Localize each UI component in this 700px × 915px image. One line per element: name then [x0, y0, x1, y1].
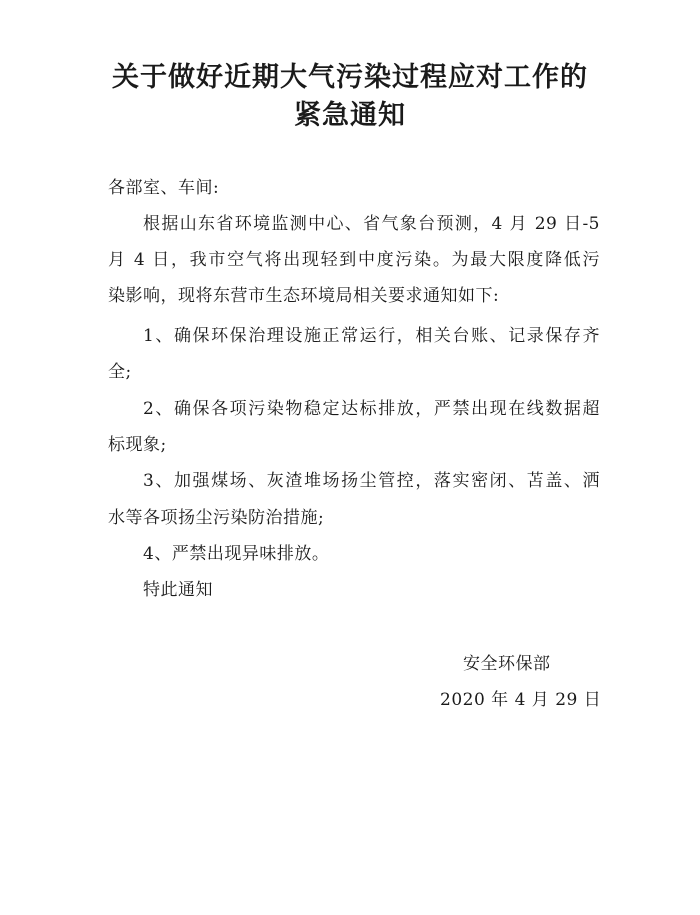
- closing: 特此通知: [143, 580, 213, 600]
- document-title-line-2: 紧急通知: [294, 100, 406, 131]
- salutation: 各部室、车间:: [108, 178, 220, 198]
- item-4-line-1: 4、严禁出现异味排放。: [143, 544, 330, 564]
- item-2-line-2: 标现象;: [108, 435, 167, 455]
- item-3-line-1: 3、加强煤场、灰渣堆场扬尘管控，落实密闭、苫盖、洒: [143, 471, 600, 491]
- item-2-line-1: 2、确保各项污染物稳定达标排放，严禁出现在线数据超: [143, 399, 600, 419]
- signature: 安全环保部: [463, 654, 551, 674]
- item-3-line-2: 水等各项扬尘污染防治措施;: [108, 508, 325, 528]
- date: 2020 年 4 月 29 日: [440, 690, 602, 710]
- paragraph-1-line-3: 染影响，现将东营市生态环境局相关要求通知如下:: [108, 286, 500, 306]
- item-1-line-2: 全;: [108, 362, 132, 382]
- item-1-line-1: 1、确保环保治理设施正常运行，相关台账、记录保存齐: [143, 326, 600, 346]
- paragraph-1-line-1: 根据山东省环境监测中心、省气象台预测，4 月 29 日-5: [143, 214, 600, 234]
- document-title-line-1: 关于做好近期大气污染过程应对工作的: [112, 62, 588, 93]
- paragraph-1-line-2: 月 4 日，我市空气将出现轻到中度污染。为最大限度降低污: [108, 250, 600, 270]
